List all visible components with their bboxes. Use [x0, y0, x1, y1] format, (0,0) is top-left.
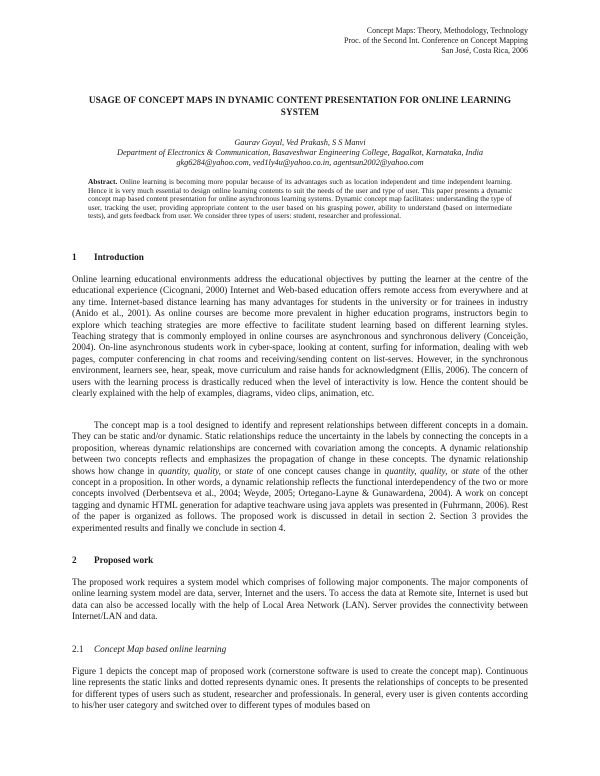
text-run: The concept map is a tool designed to identify and represent relationships between different concepts in a domain. They can be static and/or dynamic. Static relationships reduce the uncertainty in the labels by connecting the concepts in a proposition, whereas dynamic relationships are concerned with covariation among the concepts. A dynamic relationship between two concepts reflects and emphasizes the propagation of change in these concepts. The dynamic relationship shows how change in	[72, 420, 528, 476]
paragraph-intro-2	[72, 420, 528, 534]
section-heading-proposed-work	[72, 555, 153, 565]
paragraph-intro-1: Online learning educational environments address the educational objectives by putting the learner at the centre of the educational experience (Cicognani, 2000) Internet and Web-based education offers remote access from everywhere and at any time. Internet-based distance learning has many advantages for students in the university or for trainees in industry (Anido et al., 2001). As online courses are become more prevalent in higher education programs, instructors begin to explore which teaching strategies are more effective to facilitate student learning based on different learning styles. Teaching strategy that is commonly employed in online courses are asynchronous and synchronous delivery (Conceição, 2004). On-line asynchronous students work in cyber-space, looking at content, surfing for information, dealing with web pages, computer conferencing in chat rooms and receiving/sending content on list-serves. However, in the synchronous environment, learners see, hear, speak, move curriculum and raise hands for acknowledgment (Ellis, 2006). The concern of users with the learning process is drastically reduced when the level of interactivity is low. Hence the content should be clearly explained with the help of examples, diagrams, video clips, animation, etc.	[72, 274, 528, 399]
section-number: 1	[72, 252, 77, 262]
paragraph-concept-map: Figure 1 depicts the concept map of proposed work (cornerstone software is used to create the concept map). Continuous line represents the static links and dotted represents dynamic ones. It presents the relationships of concepts to be presented for different types of users such as student, researcher and professionals. In general, every user is given contents according to his/her user category and switched over to different types of modules based on	[72, 666, 528, 711]
author-emails: gkg6284@yahoo.com, ved1ly4u@yahoo.co.in, agentsun2002@yahoo.com	[176, 158, 424, 167]
section-heading-introduction	[72, 252, 144, 262]
section-title: Introduction	[94, 252, 144, 262]
italic-run: state	[462, 465, 480, 476]
abstract	[88, 178, 512, 221]
section-title: Proposed work	[94, 555, 154, 565]
header-line: Proc. of the Second Int. Conference on Concept Mapping	[344, 36, 528, 45]
abstract-text: Online learning is becoming more popular because of its advantages such as location independent and time independent learning. Hence it is very much essential to design online learning contents to suit the needs of the user and type of user. This paper presents a dynamic concept map based content presentation for online asynchronous learning systems. Dynamic concept map facilitates: understanding the type of user, tracking the user, providing appropriate content to the user based on his grasping power, ability to understand (based on intermediate tests), and gets feedback from user. We consider three types of users: student, researcher and professional.	[88, 177, 512, 221]
text-run: or	[220, 465, 236, 476]
running-header	[344, 26, 528, 56]
text-run: of the other concept in a proposition. In other words, a dynamic relationship reflects the functional interdependency of the two or more concepts involved (Derbentseva et al., 2004; Weyde, 2005; Ortegano-Layne & Gunawardena, 2004). A work on concept tagging and dynamic HTML generation for adaptive teachware using java applets was presented in (Fuhrmann, 2006). Rest of the paper is organized as follows. The proposed work is discussed in detail in section 2. Section 3 provides the experimented results and finally we conclude in section 4.	[72, 465, 528, 533]
paragraph-proposed-work: The proposed work requires a system model which comprises of following major components. The major components of online learning system model are data, server, Internet and the users. To access the data at Remote site, Internet is used but data can also be accessed locally with the help of Local Area Network (LAN). Server provides the connectivity between Internet/LAN and data.	[72, 577, 528, 622]
header-line: Concept Maps: Theory, Methodology, Technology	[366, 26, 528, 35]
paper-title: USAGE OF CONCEPT MAPS IN DYNAMIC CONTENT PRESENTATION FOR ONLINE LEARNING SYSTEM	[88, 95, 512, 117]
abstract-label: Abstract.	[88, 177, 118, 186]
author-names: Gaurav Goyal, Ved Prakash, S S Manvi	[234, 138, 366, 147]
italic-run: quantity, quality,	[384, 465, 448, 476]
header-line: San José, Costa Rica, 2006	[441, 46, 528, 55]
author-affiliation: Department of Electronics & Communication, Basaveshwar Engineering College, Bagalkot, Karnataka, India	[116, 148, 484, 157]
italic-run: quantity, quality,	[158, 465, 221, 476]
text-run: or	[447, 465, 463, 476]
italic-run: state	[235, 465, 254, 476]
subsection-title: Concept Map based online learning	[94, 644, 227, 654]
author-block	[80, 138, 520, 168]
subsection-number: 2.1	[72, 644, 84, 654]
section-number: 2	[72, 555, 77, 565]
text-run: of one concept causes change in	[253, 465, 385, 476]
subsection-heading-2-1	[72, 644, 226, 654]
